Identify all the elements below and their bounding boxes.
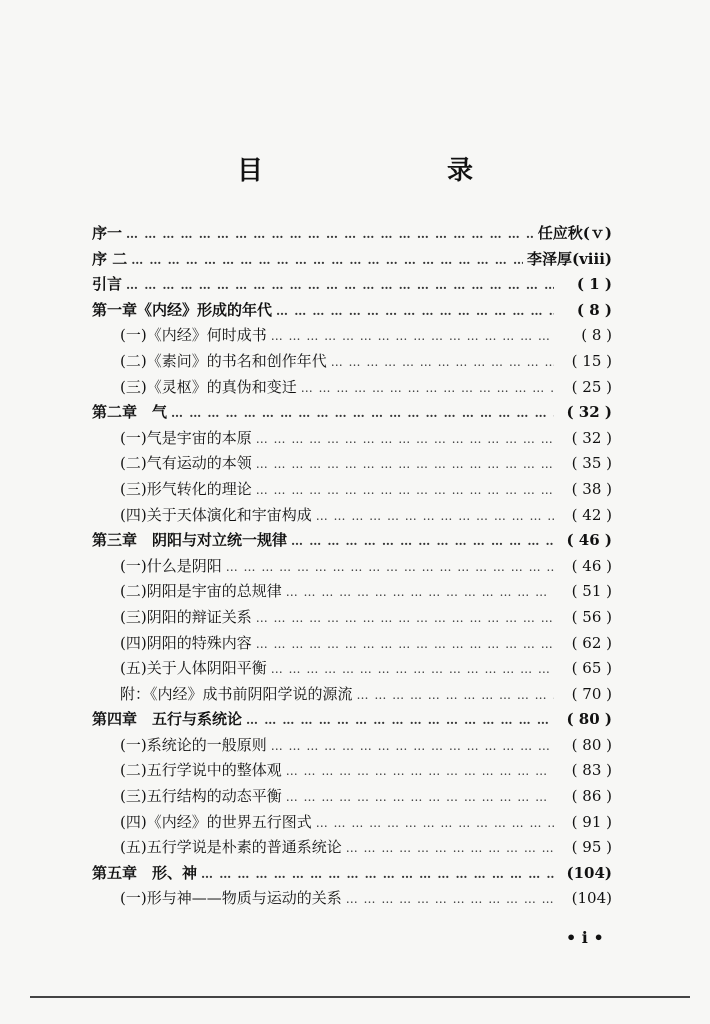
toc-entry-page: ( 80 ) bbox=[566, 710, 612, 729]
toc-entry-label: (二)五行学说中的整体观 bbox=[120, 761, 282, 780]
toc-section-entry bbox=[92, 683, 612, 709]
toc-dot-leader bbox=[256, 457, 554, 471]
toc-entry-page: ( 15 ) bbox=[571, 351, 612, 370]
toc-section-entry bbox=[92, 836, 612, 862]
toc-dot-leader bbox=[271, 329, 554, 343]
toc-entry-label: (一)系统论的一般原则 bbox=[120, 735, 267, 754]
toc-dot-leader bbox=[286, 585, 554, 599]
toc-entry-page: ( 8 ) bbox=[576, 300, 612, 319]
toc-dot-leader bbox=[271, 662, 554, 676]
toc-section-entry bbox=[92, 504, 612, 530]
toc-entry-label: (三)阴阳的辩证关系 bbox=[120, 607, 252, 626]
toc-section-entry bbox=[92, 555, 612, 581]
toc-section-entry bbox=[92, 632, 612, 658]
toc-entry-label: (四)阴阳的特殊内容 bbox=[120, 633, 252, 652]
toc-section-entry bbox=[92, 811, 612, 837]
toc-entry-label: (一)什么是阴阳 bbox=[120, 556, 222, 575]
toc-dot-leader bbox=[346, 841, 554, 855]
toc-entry-label: (一)气是宇宙的本原 bbox=[120, 428, 252, 447]
toc-entry-label: 引言 bbox=[92, 275, 123, 294]
toc-entry-label: (四)关于天体演化和宇宙构成 bbox=[120, 505, 312, 524]
toc-dot-leader bbox=[316, 816, 554, 830]
toc-entry-page: ( 32 ) bbox=[571, 428, 612, 447]
toc-section-entry bbox=[92, 580, 612, 606]
toc-dot-leader bbox=[256, 637, 554, 651]
toc-entry-label: (五)关于人体阴阳平衡 bbox=[120, 659, 267, 678]
toc-dot-leader bbox=[226, 560, 554, 574]
toc-entry-page: ( 32 ) bbox=[566, 403, 612, 422]
toc-entry-label: 第三章 阴阳与对立统一规律 bbox=[92, 531, 288, 550]
toc-dot-leader bbox=[291, 534, 554, 548]
toc-entry-page: ( 51 ) bbox=[571, 582, 612, 601]
table-of-contents bbox=[92, 222, 612, 913]
toc-entry-label: (三)形气转化的理论 bbox=[120, 479, 252, 498]
page-title: 目 录 bbox=[236, 156, 517, 186]
toc-dot-leader bbox=[256, 432, 554, 446]
bottom-rule bbox=[30, 996, 690, 998]
toc-entry-page: ( 95 ) bbox=[571, 838, 612, 857]
toc-entry-label: 序 二 bbox=[92, 249, 128, 268]
toc-entry-page: ( 42 ) bbox=[571, 505, 612, 524]
toc-dot-leader bbox=[357, 688, 554, 702]
toc-entry-page: ( 86 ) bbox=[571, 787, 612, 806]
toc-dot-leader bbox=[126, 278, 554, 292]
toc-chapter-entry bbox=[92, 273, 612, 299]
toc-section-entry bbox=[92, 478, 612, 504]
toc-dot-leader bbox=[271, 739, 554, 753]
toc-entry-page: ( 25 ) bbox=[571, 377, 612, 396]
toc-chapter-entry bbox=[92, 401, 612, 427]
toc-section-entry bbox=[92, 606, 612, 632]
toc-entry-label: (二)阴阳是宇宙的总规律 bbox=[120, 582, 282, 601]
page-number: • i • bbox=[566, 928, 604, 947]
toc-entry-page: (104) bbox=[566, 863, 612, 882]
toc-section-entry bbox=[92, 657, 612, 683]
toc-dot-leader bbox=[286, 764, 554, 778]
toc-entry-label: 附：《内经》成书前阴阳学说的源流 bbox=[120, 684, 353, 703]
toc-section-entry bbox=[92, 427, 612, 453]
toc-chapter-entry bbox=[92, 529, 612, 555]
toc-entry-label: (二)《素问》的书名和创作年代 bbox=[120, 351, 327, 370]
toc-entry-label: (一)《内经》何时成书 bbox=[120, 326, 267, 345]
toc-entry-page: ( 70 ) bbox=[571, 684, 612, 703]
toc-entry-label: 第四章 五行与系统论 bbox=[92, 710, 243, 729]
toc-entry-label: 序一 bbox=[92, 224, 123, 242]
toc-dot-leader bbox=[126, 227, 534, 241]
toc-dot-leader bbox=[346, 892, 554, 906]
toc-dot-leader bbox=[246, 713, 554, 727]
toc-dot-leader bbox=[201, 867, 554, 881]
toc-entry-page: ( 8 ) bbox=[581, 326, 612, 345]
toc-entry-page: ( 38 ) bbox=[571, 479, 612, 498]
toc-entry-label: (三)《灵枢》的真伪和变迁 bbox=[120, 377, 297, 396]
toc-chapter-entry bbox=[92, 299, 612, 325]
toc-section-entry bbox=[92, 734, 612, 760]
toc-entry-label: (五)五行学说是朴素的普通系统论 bbox=[120, 838, 342, 857]
toc-entry-page: ( 62 ) bbox=[571, 633, 612, 652]
toc-dot-leader bbox=[256, 483, 554, 497]
toc-entry-page: 任应秋(ｖ) bbox=[537, 224, 612, 242]
toc-dot-leader bbox=[256, 611, 554, 625]
toc-dot-leader bbox=[301, 381, 554, 395]
toc-entry-label: (四)《内经》的世界五行图式 bbox=[120, 812, 312, 831]
toc-entry-page: ( 56 ) bbox=[571, 607, 612, 626]
toc-chapter-entry bbox=[92, 222, 612, 248]
toc-chapter-entry bbox=[92, 708, 612, 734]
toc-entry-label: 第二章 气 bbox=[92, 403, 168, 422]
toc-section-entry bbox=[92, 376, 612, 402]
toc-entry-page: ( 83 ) bbox=[571, 761, 612, 780]
toc-entry-page: 李泽厚(viii) bbox=[526, 249, 612, 268]
toc-entry-label: 第一章《内经》形成的年代 bbox=[92, 300, 273, 319]
toc-chapter-entry bbox=[92, 248, 612, 274]
toc-entry-page: ( 46 ) bbox=[571, 556, 612, 575]
toc-dot-leader bbox=[331, 355, 554, 369]
toc-entry-page: ( 35 ) bbox=[571, 454, 612, 473]
toc-entry-label: 第五章 形、神 bbox=[92, 863, 198, 882]
toc-entry-label: (一)形与神——物质与运动的关系 bbox=[120, 889, 342, 908]
toc-dot-leader bbox=[276, 304, 554, 318]
toc-section-entry bbox=[92, 324, 612, 350]
toc-section-entry bbox=[92, 785, 612, 811]
toc-section-entry bbox=[92, 452, 612, 478]
toc-dot-leader bbox=[286, 790, 554, 804]
toc-chapter-entry bbox=[92, 862, 612, 888]
toc-entry-label: (二)气有运动的本领 bbox=[120, 454, 252, 473]
toc-entry-page: (104) bbox=[571, 889, 612, 908]
toc-entry-page: ( 80 ) bbox=[571, 735, 612, 754]
toc-dot-leader bbox=[171, 406, 554, 420]
toc-section-entry bbox=[92, 887, 612, 913]
toc-dot-leader bbox=[131, 253, 523, 267]
toc-entry-page: ( 1 ) bbox=[576, 275, 612, 294]
toc-entry-page: ( 46 ) bbox=[566, 531, 612, 550]
toc-entry-label: (三)五行结构的动态平衡 bbox=[120, 787, 282, 806]
toc-entry-page: ( 65 ) bbox=[571, 659, 612, 678]
toc-dot-leader bbox=[316, 509, 554, 523]
toc-section-entry bbox=[92, 759, 612, 785]
toc-section-entry bbox=[92, 350, 612, 376]
toc-entry-page: ( 91 ) bbox=[571, 812, 612, 831]
